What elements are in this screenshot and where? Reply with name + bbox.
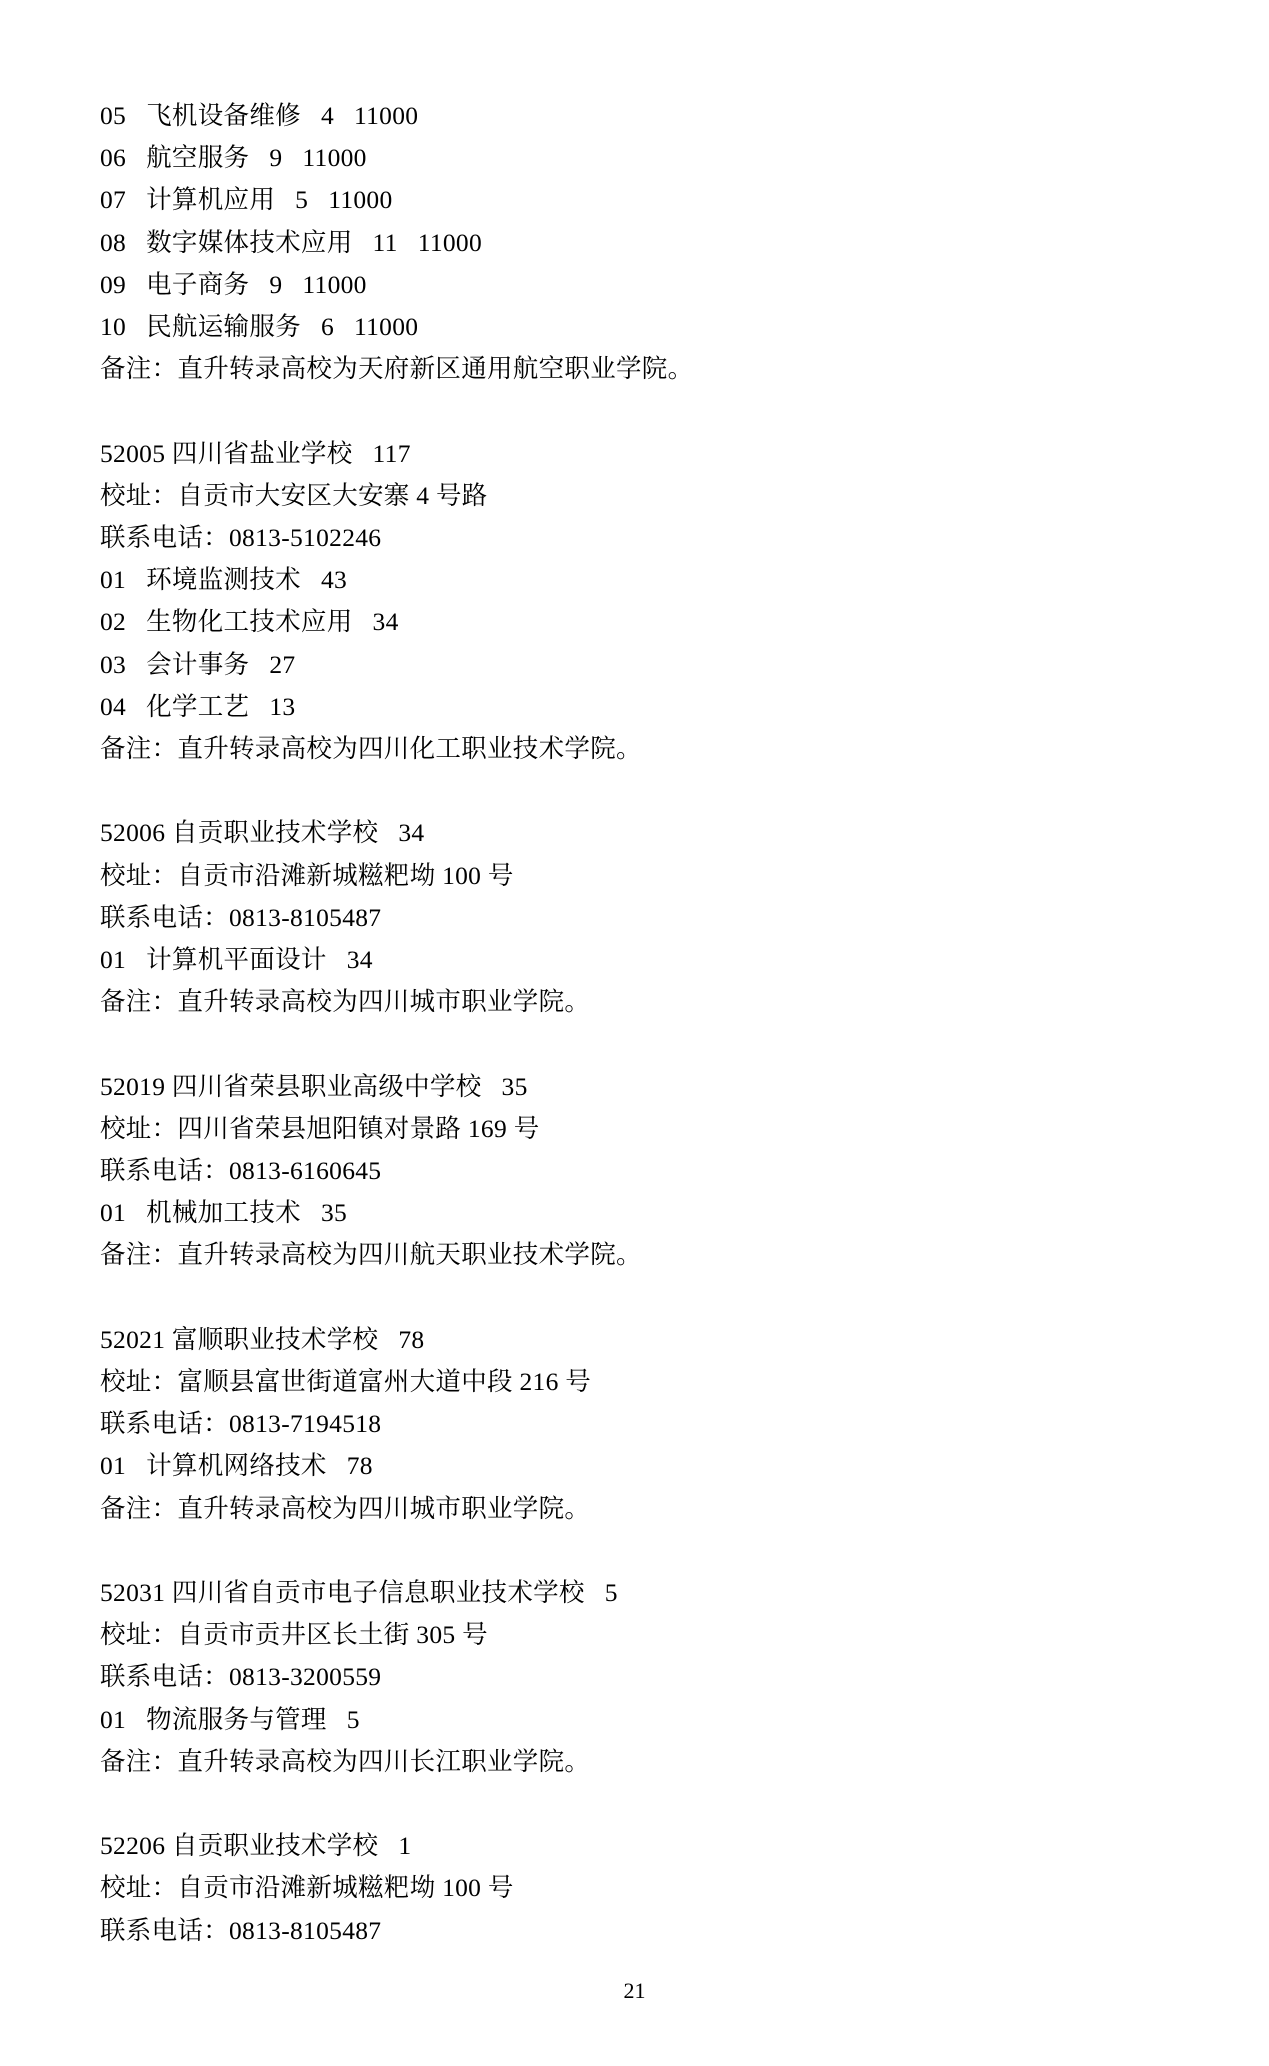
school-heading: 52006 自贡职业技术学校 34: [100, 818, 425, 848]
continued-program-list: [100, 95, 1149, 390]
school-entry: [100, 1825, 1149, 1952]
school-phone: 联系电话：0813-6160645: [100, 1156, 382, 1186]
school-address: 校址：自贡市沿滩新城糍粑坳 100 号: [100, 860, 514, 890]
program-row: 01 物流服务与管理 5: [100, 1704, 360, 1734]
school-heading: 52031 四川省自贡市电子信息职业技术学校 5: [100, 1578, 618, 1608]
school-heading: 52021 富顺职业技术学校 78: [100, 1324, 425, 1354]
spacer: [100, 1530, 1149, 1572]
school-entry: [100, 1319, 1149, 1530]
school-address: 校址：自贡市沿滩新城糍粑坳 100 号: [100, 1873, 514, 1903]
school-address: 校址：自贡市大安区大安寨 4 号路: [100, 480, 488, 510]
school-note: 备注：直升转录高校为四川长江职业学院。: [100, 1746, 591, 1776]
document-body: [100, 95, 1149, 1952]
school-address: 校址：自贡市贡井区长土街 305 号: [100, 1620, 488, 1650]
program-row: 06 航空服务 9 11000: [100, 143, 367, 173]
school-entry: [100, 1572, 1149, 1783]
school-note: 备注：直升转录高校为四川化工职业技术学院。: [100, 734, 642, 764]
school-entry: [100, 433, 1149, 771]
program-row: 07 计算机应用 5 11000: [100, 185, 393, 215]
program-row: 01 计算机平面设计 34: [100, 945, 373, 975]
spacer: [100, 390, 1149, 432]
program-row: 01 计算机网络技术 78: [100, 1451, 373, 1481]
program-row: 01 机械加工技术 35: [100, 1198, 348, 1228]
school-entry: [100, 1066, 1149, 1277]
school-note: 备注：直升转录高校为四川城市职业学院。: [100, 987, 591, 1017]
school-note: 备注：直升转录高校为四川城市职业学院。: [100, 1493, 591, 1523]
school-phone: 联系电话：0813-7194518: [100, 1409, 382, 1439]
page-number: 21: [623, 1978, 646, 2003]
school-address: 校址：富顺县富世街道富州大道中段 216 号: [100, 1367, 592, 1397]
school-note: 备注：直升转录高校为四川航天职业技术学院。: [100, 1240, 642, 1270]
school-note: 备注：直升转录高校为天府新区通用航空职业学院。: [100, 354, 694, 384]
program-row: 08 数字媒体技术应用 11 11000: [100, 227, 483, 257]
program-row: 04 化学工艺 13: [100, 691, 296, 721]
school-phone: 联系电话：0813-5102246: [100, 523, 382, 553]
program-row: 03 会计事务 27: [100, 649, 296, 679]
program-row: 10 民航运输服务 6 11000: [100, 312, 419, 342]
school-phone: 联系电话：0813-3200559: [100, 1662, 382, 1692]
program-row: 01 环境监测技术 43: [100, 565, 348, 595]
school-address: 校址：四川省荣县旭阳镇对景路 169 号: [100, 1113, 540, 1143]
school-entry: [100, 812, 1149, 1023]
program-row: 09 电子商务 9 11000: [100, 269, 367, 299]
spacer: [100, 1783, 1149, 1825]
school-heading: 52005 四川省盐业学校 117: [100, 438, 411, 468]
school-phone: 联系电话：0813-8105487: [100, 1915, 382, 1945]
school-heading: 52206 自贡职业技术学校 1: [100, 1831, 412, 1861]
school-phone: 联系电话：0813-8105487: [100, 902, 382, 932]
spacer: [100, 1023, 1149, 1065]
program-row: 02 生物化工技术应用 34: [100, 607, 399, 637]
spacer: [100, 1277, 1149, 1319]
school-heading: 52019 四川省荣县职业高级中学校 35: [100, 1071, 528, 1101]
spacer: [100, 770, 1149, 812]
program-row: 05 飞机设备维修 4 11000: [100, 101, 419, 130]
